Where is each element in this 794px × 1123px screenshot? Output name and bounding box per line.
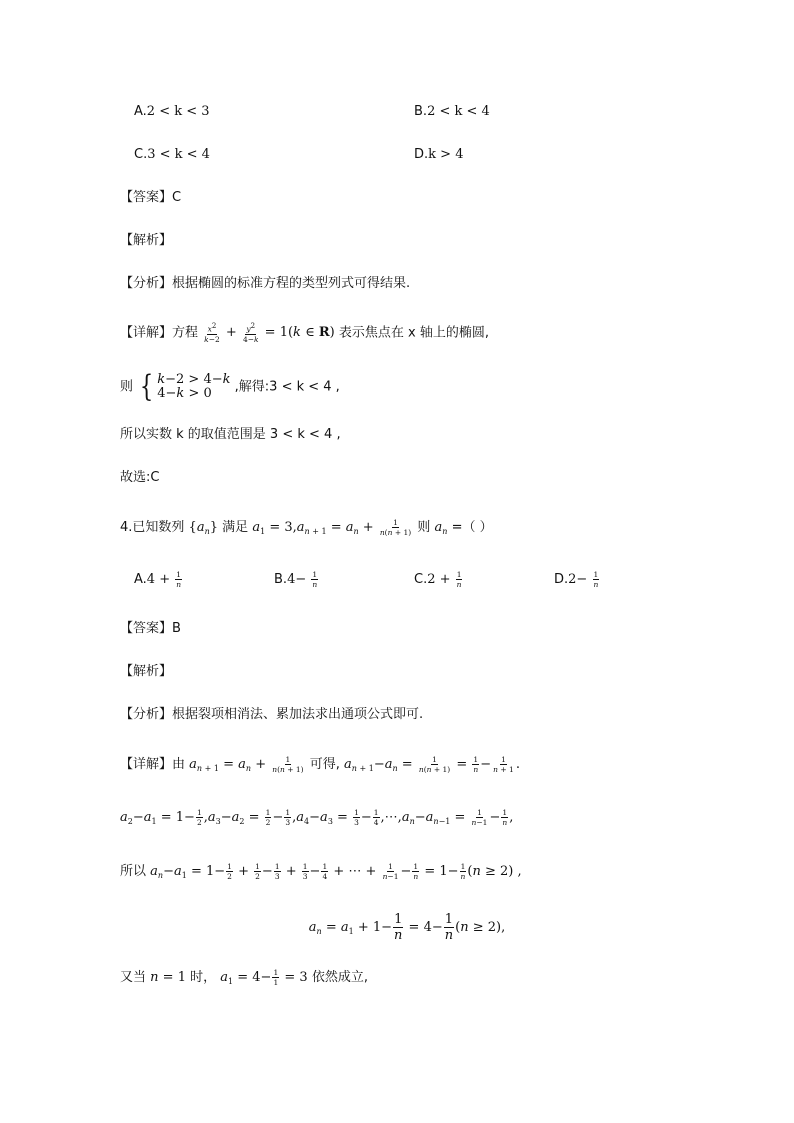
option-expr: 2 < k < 3	[146, 104, 210, 119]
answer-tag: 【答案】B	[120, 621, 181, 636]
last-suffix: 依然成立,	[311, 970, 368, 985]
jiexi-tag: 【解析】	[120, 664, 173, 679]
difference-chain: $a_2-a_1 = 1-$ $\frac{1}{2}$ $,a_3-a_2$ = $\frac{1}{2}$ − $\frac{1}{3}$ $,a_4-a_3$ = $\frac{1}{3}$ − $\frac{1}{4}$ $,\cdots,a_n-a_{n-1}$ = $\frac{1}{n-1}$ − $\frac{1}{n}$ ,	[120, 808, 514, 827]
display-formula: $a_n = a_1 + 1-$ $\frac{1}{n}$ = 4− $\frac{1}{n}$ (n ≥ 2),	[308, 912, 506, 943]
analysis-line: 【分析】根据椭圆的标准方程的类型列式可得结果.	[120, 276, 411, 291]
then-prefix: 则	[120, 379, 134, 395]
stem-prefix: 4.已知数列	[120, 520, 185, 535]
option-expr: 2 +	[427, 572, 451, 587]
jiexi-tag: 【解析】	[120, 233, 173, 248]
detail-mid: 可得,	[309, 757, 340, 772]
so-line: 所以实数 k 的取值范围是 3 < k < 4 ,	[120, 427, 341, 442]
question-4-stem: 4.已知数列 $\{a_n\}$ 满足 $a_1 = 3,a_{n + 1} = a_n$ + $\frac{1}{n(n + 1)}$ 则 $a_n$ =（ ）	[120, 518, 493, 537]
fraction: $\frac{x^2}{k-2}$	[204, 322, 220, 344]
option-letter: D.	[554, 572, 569, 587]
option-b	[414, 102, 490, 122]
last-prefix: 又当	[120, 970, 147, 985]
option-letter: B.	[414, 104, 428, 119]
option-letter: C.	[134, 147, 148, 162]
option-expr: 2−	[568, 572, 588, 587]
stem-blank: =（ ）	[451, 520, 493, 535]
option-a	[134, 102, 210, 122]
last-mid: 时，	[190, 970, 217, 985]
option-d	[554, 570, 600, 590]
option-letter: C.	[414, 572, 428, 587]
detail-tag: 【详解】方程	[120, 325, 199, 341]
option-a	[134, 570, 183, 590]
option-letter: B.	[274, 572, 288, 587]
detail-suffix: 表示焦点在 x 轴上的椭圆,	[338, 325, 489, 341]
option-letter: D.	[414, 147, 429, 162]
answer-tag: 【答案】C	[120, 190, 182, 205]
then-suffix: ,解得:3 < k < 4 ,	[234, 379, 340, 395]
fraction: $\frac{y^2}{4-k}$	[242, 322, 259, 344]
stem-satisfy: 满足	[222, 520, 249, 535]
analysis-line: 【分析】根据裂项相消法、累加法求出通项公式即可.	[120, 707, 424, 722]
ellipse-equation: $\frac{x^2}{k-2}$ + $\frac{y^2}{4-k}$ = 1(k ∈ R)	[204, 322, 339, 344]
fraction: $\frac{1}{n}$	[456, 570, 462, 589]
option-letter: A.	[134, 104, 147, 119]
stem-then: 则	[417, 520, 431, 535]
option-letter: A.	[134, 572, 147, 587]
detail-line: 【详解】由 $a_{n + 1} = a_n$ + $\frac{1}{n(n + 1)}$ 可得, $a_{n + 1}-a_n$ = $\frac{1}{n(n + 1)}$ = $\frac{1}{n}$ − $\frac{1}{n + 1}$ .	[120, 755, 520, 774]
option-c	[414, 570, 464, 590]
choice-line: 故选:C	[120, 470, 160, 485]
option-d	[414, 145, 463, 165]
sum-line: 所以 $a_n-a_1 = 1-$ $\frac{1}{2}$ + $\frac{1}{2}$ − $\frac{1}{3}$ + $\frac{1}{3}$ − $\frac{1}{4}$ + ⋯ + $\frac{1}{n-1}$ − $\frac{1}{n}$ = 1− $\frac{1}{n}$ (n ≥ 2) ,	[120, 862, 522, 881]
option-expr: 4−	[287, 572, 307, 587]
inequality-system: { k−2 > 4−k 4−k > 0	[140, 369, 231, 404]
fraction: $\frac{1}{n}$	[312, 570, 318, 589]
option-c	[134, 145, 210, 165]
option-expr: 4 +	[146, 572, 171, 587]
option-b	[274, 570, 319, 590]
option-expr: 3 < k < 4	[147, 147, 210, 162]
option-expr: k > 4	[428, 147, 464, 162]
then-line	[120, 369, 340, 404]
fraction: $\frac{1}{n}$	[593, 570, 599, 589]
fraction: $\frac{1}{n}$	[176, 570, 182, 589]
option-expr: 2 < k < 4	[427, 104, 490, 119]
so-prefix: 所以	[120, 864, 147, 879]
final-line: 又当 n = 1 时， $a_1 = 4-$ $\frac{1}{1}$ = 3 依然成立,	[120, 968, 368, 987]
detail-line	[120, 322, 489, 344]
detail-tag: 【详解】由	[120, 757, 186, 772]
